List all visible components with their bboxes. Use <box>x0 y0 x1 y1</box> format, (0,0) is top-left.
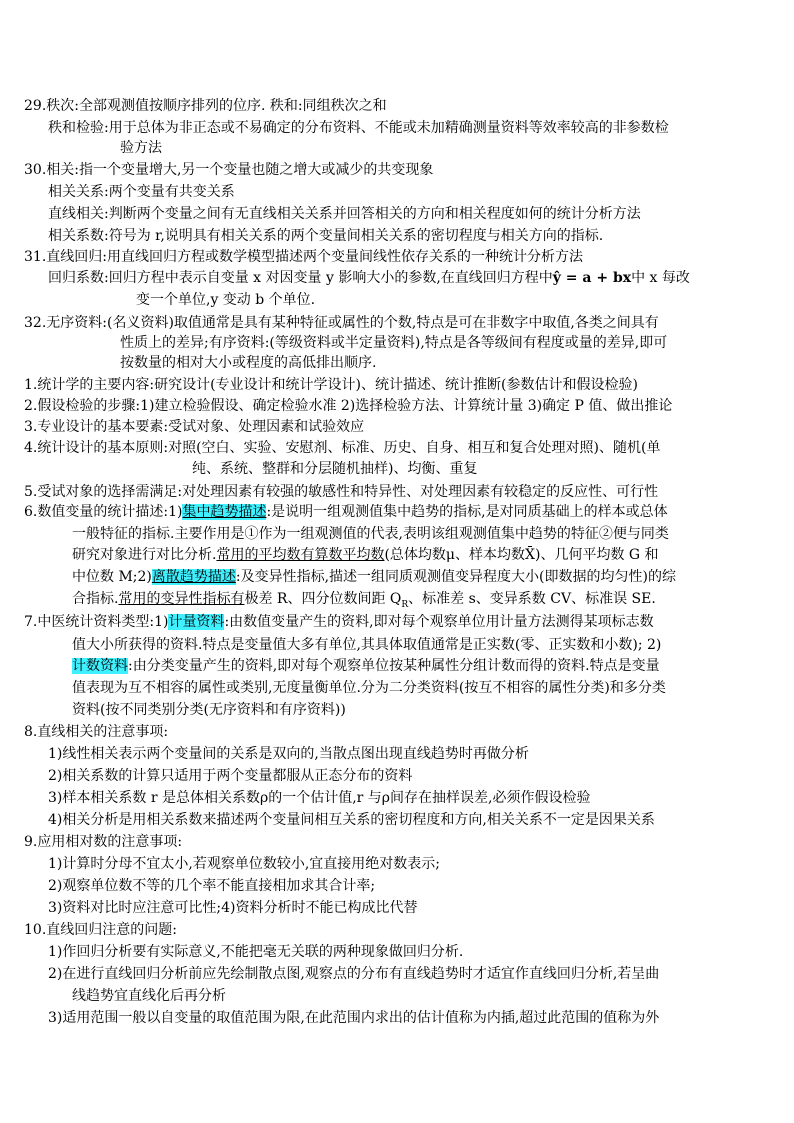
point-4-line-2: 纯、系统、整群和分层随机抽样)、均衡、重复 <box>192 461 478 477</box>
point-7-line-1 <box>24 612 654 632</box>
s29-line-2: 秩和检验:用于总体为非正态或不易确定的分布资料、不能或未加精确测量资料等效率较高的非参数检 <box>48 120 669 136</box>
point-4-line-1: 4.统计设计的基本原则:对照(空白、实验、安慰剂、标准、历史、自身、相互和复合处理对照)、随机(单 <box>24 440 661 456</box>
point-8-item-3: 3)样本相关系数 r 是总体相关系数ρ的一个估计值,r 与ρ间存在抽样误差,必须作假设检验 <box>48 790 591 806</box>
point-8-title: 8.直线相关的注意事项: <box>24 724 169 740</box>
point-8-item-4: 4)相关分析是用相关系数来描述两个变量间相互关系的密切程度和方向,相关关系不一定是因果关系 <box>48 812 655 828</box>
point-7-line-3 <box>72 656 660 676</box>
point-5: 5.受试对象的选择需满足:对处理因素有较强的敏感性和特异性、对处理因素有较稳定的反应性、可行性 <box>24 484 659 500</box>
point-6-line-5 <box>72 589 656 615</box>
point-7-line-4: 值表现为互不相容的属性或类别,无度量衡单位.分为二分类资料(按互不相容的属性分类)和多分类 <box>72 680 666 696</box>
s30-line-1: 30.相关:指一个变量增大,另一个变量也随之增大或减少的共变现象 <box>24 162 434 178</box>
qr-subscript: R <box>401 599 409 610</box>
highlight-measurement-data: 计量资料 <box>168 614 225 630</box>
point-9-item-3: 3)资料对比时应注意可比性;4)资料分析时不能已构成比代替 <box>48 900 418 916</box>
point-10-title: 10.直线回归注意的问题: <box>24 922 177 938</box>
point-8-item-1: 1)线性相关表示两个变量间的关系是双向的,当散点图出现直线趋势时再做分析 <box>48 746 529 762</box>
point-6-line-3 <box>72 545 659 565</box>
s32-line-2: 性质上的差异;有序资料:(等级资料或半定量资料),特点是各等级间有程度或量的差异,即可 <box>120 335 668 351</box>
point-6-line-5-a: 合指标. <box>72 591 119 607</box>
point-8-item-2: 2)相关系数的计算只适用于两个变量都服从正态分布的资料 <box>48 768 413 784</box>
regression-formula: ŷ = a + bx <box>552 270 632 286</box>
point-7-line-3-rest: :由分类变量产生的资料,即对每个观察单位按某种属性分组计数而得的资料.特点是变量 <box>128 658 660 674</box>
highlight-central-tendency: 集中趋势描述 <box>182 504 267 520</box>
point-7-line-1-rest: :由数值变量产生的资料,即对每个观察单位用计量方法测得某项标志数 <box>224 614 654 630</box>
point-7-line-2: 值大小所获得的资料.特点是变量值大多有单位,其具体取值通常是正实数(零、正实数和小数); 2) <box>72 637 662 653</box>
s31-line-2 <box>48 268 690 288</box>
s30-line-3: 直线相关:判断两个变量之间有无直线相关关系并回答相关的方向和相关程度如何的统计分析方法 <box>48 206 641 222</box>
point-6-line-4 <box>72 567 676 587</box>
point-10-item-2: 2)在进行直线回归分析前应先绘制散点图,观察点的分布有直线趋势时才适宜作直线回归分析,若呈曲 <box>48 966 660 982</box>
point-6-line-5-b: 极差 R、四分位数间距 Q <box>244 591 402 607</box>
s31-line-2-tail: 中 x 每改 <box>631 270 690 286</box>
point-7-prefix: 7.中医统计资料类型:1) <box>24 614 169 630</box>
s31-line-3: 变一个单位,y 变动 b 个单位. <box>136 292 316 308</box>
point-6-prefix: 6.数值变量的统计描述:1) <box>24 504 183 520</box>
s32-line-3: 按数量的相对大小或程度的高低排出顺序. <box>120 355 377 371</box>
point-6-line-1-rest: :是说明一组观测值集中趋势的指标,是对同质基础上的样本或总体 <box>266 504 668 520</box>
point-6-line-2: 一般特征的指标.主要作用是①作为一组观测值的代表,表明该组观测值集中趋势的特征②便与同类 <box>72 526 669 542</box>
point-6-line-3-a: 研究对象进行对比分析. <box>72 547 217 563</box>
point-2: 2.假设检验的步骤:1)建立检验假设、确定检验水准 2)选择检验方法、计算统计量 3)确定 P 值、做出推论 <box>24 398 673 414</box>
point-7-line-5: 资料(按不同类别分类(无序资料和有序资料)) <box>72 702 346 718</box>
point-10-item-3: 3)适用范围一般以自变量的取值范围为限,在此范围内求出的估计值称为内插,超过此范围的值称为外 <box>48 1010 660 1026</box>
underline-common-means: 常用的平均数有算数平均数 <box>216 547 385 563</box>
point-6-line-4-a: 中位数 M;2) <box>72 569 152 585</box>
point-6-line-1 <box>24 502 668 522</box>
s31-line-2-text: 回归系数:回归方程中表示自变量 x 对因变量 y 影响大小的参数,在直线回归方程中 <box>48 270 553 286</box>
point-9-item-2: 2)观察单位数不等的几个率不能直接相加求其合计率; <box>48 878 376 894</box>
point-10-item-1: 1)作回归分析要有实际意义,不能把毫无关联的两种现象做回归分析. <box>48 944 464 960</box>
s32-line-1: 32.无序资料:(名义资料)取值通常是具有某种特征或属性的个数,特点是可在非数字中取值,各类之间具有 <box>24 315 659 331</box>
point-6-line-5-c: 、标准差 s、变异系数 CV、标准误 SE. <box>408 591 656 607</box>
highlight-dispersion: 离散趋势描述 <box>151 569 236 585</box>
s29-line-3: 验方法 <box>120 140 162 156</box>
s30-line-4: 相关系数:符号为 r,说明具有相关关系的两个变量间相关关系的密切程度与相关方向的指标. <box>48 228 604 244</box>
s31-line-1: 31.直线回归:用直线回归方程或数学模型描述两个变量间线性依存关系的一种统计分析方法 <box>24 249 583 265</box>
s30-line-2: 相关关系:两个变量有共变关系 <box>48 184 235 200</box>
point-3: 3.专业设计的基本要素:受试对象、处理因素和试验效应 <box>24 419 365 435</box>
point-9-item-1: 1)计算时分母不宜太小,若观察单位数较小,宜直接用绝对数表示; <box>48 856 440 872</box>
underline-variability-indicators: 常用的变异性指标有 <box>118 591 245 607</box>
point-9-title: 9.应用相对数的注意事项: <box>24 834 183 850</box>
point-10-item-2-cont: 线趋势宜直线化后再分析 <box>72 988 226 1004</box>
highlight-count-data: 计数资料 <box>72 658 128 674</box>
point-6-line-4-b: :及变异性指标,描述一组同质观测值变异程度大小(即数据的均匀性)的综 <box>235 569 676 585</box>
point-1: 1.统计学的主要内容:研究设计(专业设计和统计学设计)、统计描述、统计推断(参数估计和假设检验) <box>24 377 638 393</box>
s29-line-1: 29.秩次:全部观测值按顺序排列的位序. 秩和:同组秩次之和 <box>24 98 387 114</box>
point-6-line-3-b: (总体均数μ、样本均数X̄)、几何平均数 G 和 <box>384 547 659 563</box>
